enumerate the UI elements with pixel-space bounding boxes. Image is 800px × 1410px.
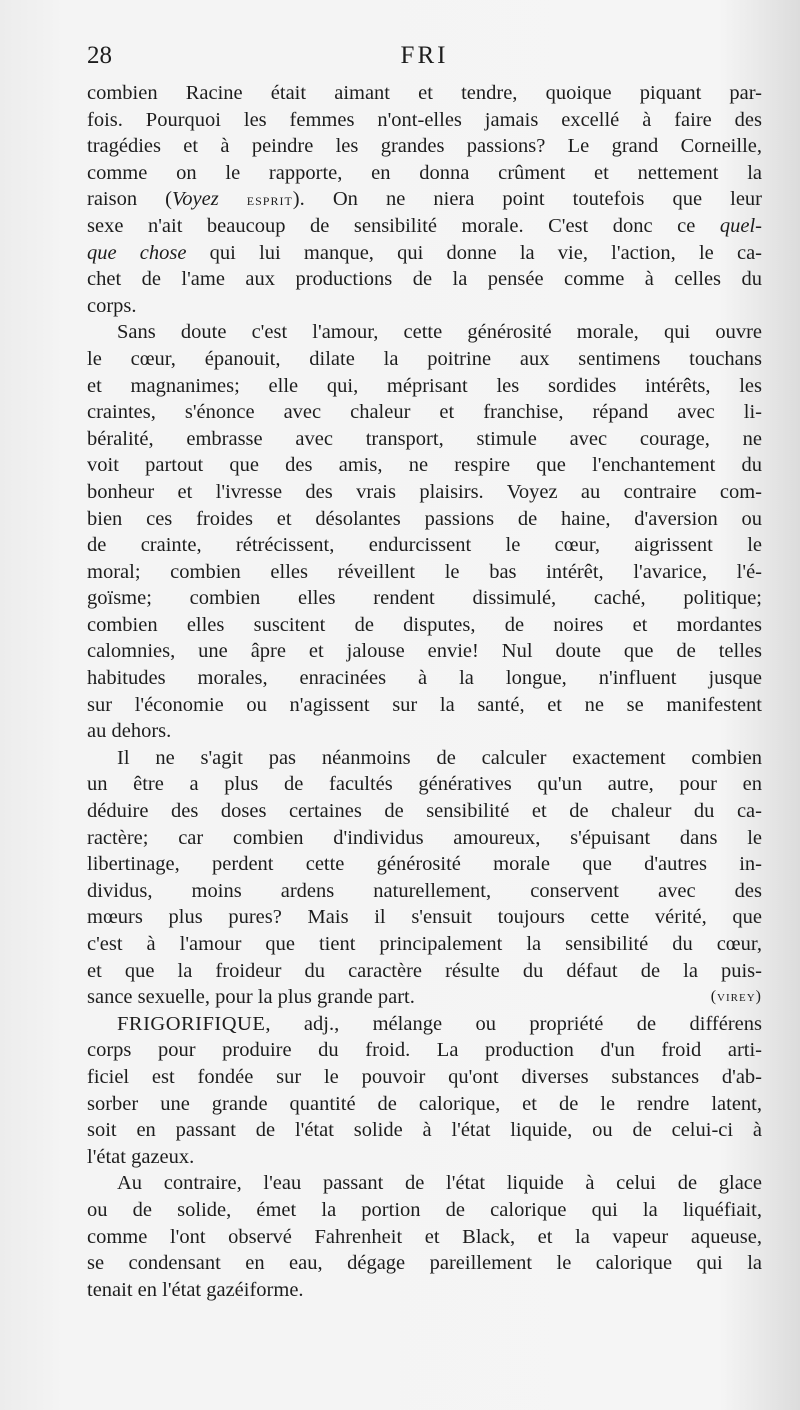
text-segment: raison (	[87, 188, 173, 211]
page-header	[87, 42, 762, 78]
text-line: Sans doute c'est l'amour, cette générosité morale, qui ouvre	[117, 321, 762, 344]
running-head: FRI	[400, 42, 449, 69]
text-line: un être a plus de facultés génératives qu'un autre, pour en	[87, 773, 762, 796]
text-line: fois. Pourquoi les femmes n'ont-elles jamais excellé à faire des	[87, 108, 762, 131]
text-line: déduire des doses certaines de sensibilité et de chaleur du ca-	[87, 800, 762, 823]
text-line: tenait en l'état gazéiforme.	[87, 1278, 304, 1301]
text-line	[87, 240, 762, 267]
text-line: se condensant en eau, dégage pareillement le calorique qui la	[87, 1252, 762, 1275]
text-line: comme l'ont observé Fahrenheit et Black, et la vapeur aqueuse,	[87, 1225, 762, 1248]
text-line: ractère; car combien d'individus amoureux, s'épuisant dans le	[87, 826, 762, 849]
text-line: béralité, embrasse avec transport, stimule avec courage, ne	[87, 427, 762, 450]
text-line: et magnanimes; elle qui, méprisant les sordides intérêts, les	[87, 374, 762, 397]
text-line: bonheur et l'ivresse des vrais plaisirs. Voyez au contraire com-	[87, 480, 762, 503]
text-line: au dehors.	[87, 720, 172, 743]
text-line: tragédies et à peindre les grandes passions? Le grand Corneille,	[87, 135, 762, 158]
entry-frigorifique	[87, 1011, 762, 1171]
paragraph-3	[87, 745, 762, 1011]
text-line: goïsme; combien elles rendent dissimulé, caché, politique;	[87, 587, 762, 610]
text-line: habitudes morales, enracinées à la longue, n'influent jusque	[87, 667, 762, 690]
text-line: le cœur, épanouit, dilate la poitrine aux sentimens touchans	[87, 347, 762, 370]
text-line: et que la froideur du caractère résulte du défaut de la puis-	[87, 959, 762, 982]
text-line: comme on le rapporte, en donna crûment et nettement la	[87, 161, 762, 184]
italic-voyez: Voyez	[172, 188, 219, 211]
text-line: sur l'économie ou n'agissent sur la santé, et ne se manifestent	[87, 693, 762, 716]
text-line: combien elles suscitent de disputes, de noires et mordantes	[87, 613, 762, 636]
text-segment: sance sexuelle, pour la plus grande part.	[87, 986, 415, 1009]
text-line	[87, 186, 762, 213]
text-line: craintes, s'énonce avec chaleur et franchise, répand avec li-	[87, 401, 762, 424]
text-line: bien ces froides et désolantes passions de haine, d'aversion ou	[87, 507, 762, 530]
text-line	[87, 213, 762, 240]
paragraph-1	[87, 80, 762, 319]
text-line: voit partout que des amis, ne respire que l'enchantement du	[87, 454, 762, 477]
text-line	[87, 1011, 762, 1038]
text-line: Il ne s'agit pas néanmoins de calculer exactement combien	[117, 746, 762, 769]
text-line: moral; combien elles réveillent le bas intérêt, l'avarice, l'é-	[87, 560, 762, 583]
text-line: soit en passant de l'état solide à l'état liquide, ou de celui-ci à	[87, 1119, 762, 1142]
paragraph-5	[87, 1170, 762, 1303]
body-text	[87, 80, 762, 1303]
page-number: 28	[87, 42, 112, 69]
text-line: mœurs plus pures? Mais il s'ensuit toujours cette vérité, que	[87, 906, 762, 929]
text-segment: qui lui manque, qui donne la vie, l'action, le ca-	[186, 241, 762, 264]
text-line: libertinage, perdent cette générosité morale que d'autres in-	[87, 853, 762, 876]
text-line: corps pour produire du froid. La production d'un froid arti-	[87, 1039, 762, 1062]
entry-headword: FRIGORIFIQUE	[117, 1012, 266, 1035]
text-line: l'état gazeux.	[87, 1145, 195, 1168]
italic-quelque-chose: que chose	[87, 241, 187, 264]
paragraph-2	[87, 319, 762, 745]
text-line: ou de solide, émet la portion de calorique qui la liquéfiait,	[87, 1198, 762, 1221]
text-line: chet de l'ame aux productions de la pensée comme à celles du	[87, 268, 762, 291]
author-signature: (virey)	[710, 988, 762, 1006]
text-line: de crainte, rétrécissent, endurcissent le cœur, aigrissent le	[87, 534, 762, 557]
text-line	[87, 984, 762, 1011]
text-segment: ). On ne niera point toutefois que leur	[292, 188, 762, 211]
text-line: corps.	[87, 294, 137, 317]
text-line: sorber une grande quantité de calorique, et de le rendre latent,	[87, 1092, 762, 1115]
text-line: Au contraire, l'eau passant de l'état liquide à celui de glace	[117, 1172, 762, 1195]
text-segment: , adj., mélange ou propriété de différens	[265, 1012, 762, 1035]
text-line: calomnies, une âpre et jalouse envie! Nul doute que de telles	[87, 640, 762, 663]
text-line: c'est à l'amour que tient principalement la sensibilité du cœur,	[87, 933, 762, 955]
text-line: combien Racine était aimant et tendre, quoique piquant par-	[87, 82, 762, 104]
text-line: dividus, moins ardens naturellement, conservent avec des	[87, 879, 762, 902]
italic-quelque-chose: quel-	[719, 214, 762, 237]
text-segment: sexe n'ait beaucoup de sensibilité morale. C'est donc ce	[87, 214, 720, 237]
cross-reference-esprit: esprit	[246, 190, 293, 210]
text-line: ficiel est fondée sur le pouvoir qu'ont diverses substances d'ab-	[87, 1065, 762, 1088]
